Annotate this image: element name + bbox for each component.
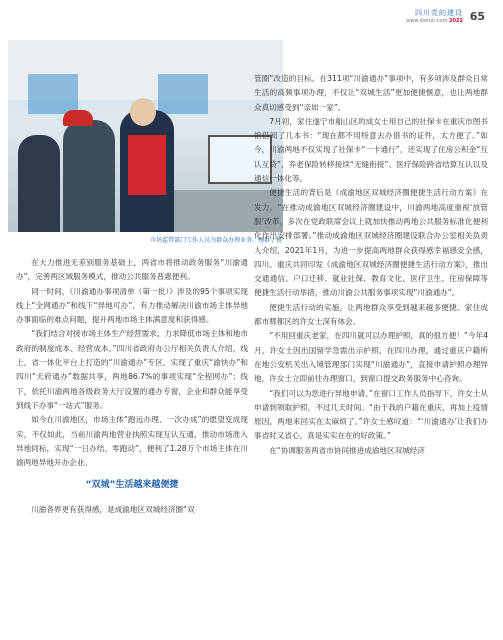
paragraph: 同一时间，《川渝通办事项清单（第一批）》涉及的95个事项实现线上“全网通办”和线下“异地可办”，有力推动解决川渝市场主体异地办事面临的难点问题，提升两地市场主体满意度和获得感。 <box>16 286 248 325</box>
service-hall-photo <box>8 40 283 232</box>
paragraph: 在“协调服务两省市协同推进成渝地区双城经济 <box>269 445 425 455</box>
issue-year: 2022 <box>449 18 463 24</box>
paragraph: 如今在川渝地区，市场主体“跑远办理、一次办成”的愿望变成现实，不仅如此，当前川渝两地营业执照实现互认互通，推动市场准入异地同标，实现“一日办结、零跑动”，便利了1.28万个市场主体在川渝两地异地开办企业。 <box>16 415 248 468</box>
page-header <box>369 6 489 32</box>
paragraph: “我们可以为您进行异地申请。”在窗口工作人员指导下，许女士从申请到领取护照，不过几天时间。“由于我的户籍在重庆，再加上疫情原因，两地来回实在太麻烦了。”许女士感叹道：“‘川渝通办’让我们办事省时又省心，真是实实在在的好政策。” <box>254 388 488 441</box>
magazine-website: www.dwrun.com 2022 <box>406 18 463 24</box>
page-number: 65 <box>469 10 485 23</box>
photo-caption: 市场监管部门工作人员为群众办理业务。杨群 / 摄 <box>150 237 282 244</box>
paragraph: “我们结合对接市场主体生产经营需求，力求降低市场主体和地市政府的制度成本、经营成本。”四川省政府办公厅相关负责人介绍，线上，省一体化平台上打造的“川渝通办”专区，实现了重庆“渝快办”和四川“天府通办”数据共享，两地86.7%的事项实现“全程网办”；线下，依托川渝两地各级政务大厅设置的通办专窗，企业和群众能享受到线下办事“一站式”服务。 <box>16 329 248 410</box>
paragraph: 便捷生活的背后是《成渝地区双城经济圈便捷生活行动方案》在发力。“在推动成渝地区双城经济圈建设中，川渝两地高度重视‘放管服’改革，多次在党政联席会议上就加快推动两地公共服务标准化便利化作出安排部署。”推动成渝地区双城经济圈建设联合办公室相关负责人介绍，2021年1月，为进一步提高两地群众获得感幸福感安全感，四川、重庆共同印发《成渝地区双城经济圈便捷生活行动方案》，推出交通通信、户口迁移、就业社保、教育文化、医疗卫生、住房保障等便捷生活行动举措，推动川渝公共服务事项实现“川渝通办”。 <box>254 188 488 298</box>
paragraph: “不用回重庆老家，在四川就可以办理护照，真的很方便！”今年4月，许女士因出国留学急需出示护照，在四川办理，通过重庆户籍所在地公安机关出入境管理部门实现“川渝通办”，直接申请护照办理异地，许女士立即前往办理窗口，到窗口提交政务服务中心咨询。 <box>254 331 488 384</box>
left-column <box>16 256 248 517</box>
paragraph: 7月初，家住遂宁市船山区的成女士用自己的社保卡在重庆市图书馆借阅了几本书：“现在都不用特意去办借书的证件，太方便了。”如今，川渝两地不仅实现了社保卡“一卡通行”，还实现了住房公积金“互认互贷”、养老保险转移接续“无缝衔接”、医疗保险跨省结算互认以及通信一体化等。 <box>254 116 488 184</box>
section-subhead: “双城”生活越来越便捷 <box>85 480 179 491</box>
paragraph: 川渝各界更有获得感，是成渝地区双城经济圈“双 <box>31 504 195 514</box>
paragraph: 在大力推进无差别服务基础上，两省市将推动政务服务“川渝通办”，完善两区域服务模式，推动公共服务普惠便利。 <box>16 258 248 282</box>
paragraph: 管圈”改造的目标。在311项“川渝通办”事项中，有多项涉及群众日常生活的高频事项办理，不仅让“双城生活”更加便捷惬意，也让两地群众真切感受到“亲如一家”。 <box>254 74 488 112</box>
magazine-title: 四川党的建设 <box>415 9 463 17</box>
right-column <box>254 72 488 458</box>
paragraph: 便捷生活行动的实施，让两地群众享受到越来越多便捷。家住成都市郫都区的许女士深有体会。 <box>254 302 488 327</box>
